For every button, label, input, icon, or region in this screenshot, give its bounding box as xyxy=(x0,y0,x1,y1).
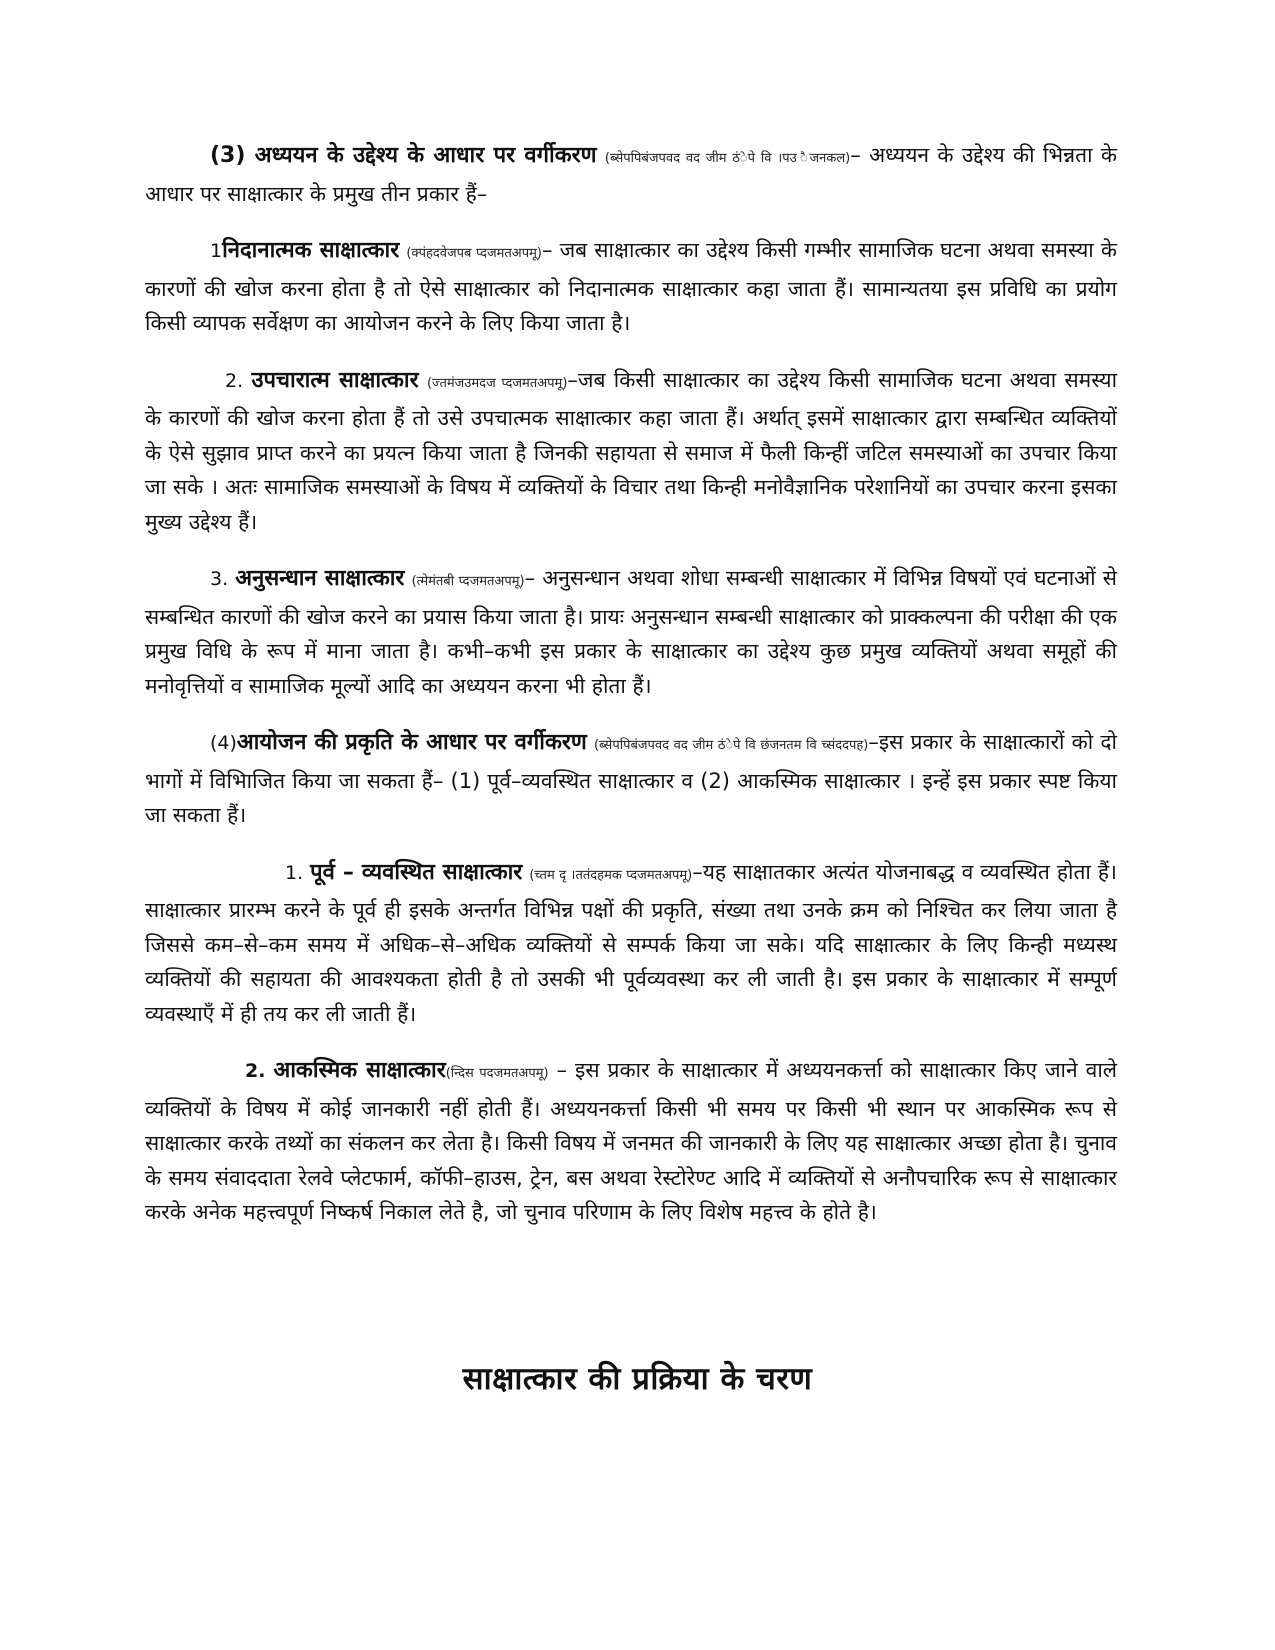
garbled-english-term: (ब्सेपपिबंजपवद वद जीम ठंेपे वि ।पउ ैजनकल) xyxy=(604,151,851,166)
paragraph-body: – अनुसन्धान अथवा शोधा सम्बन्धी साक्षात्कार में विभिन्न विषयों एवं घटनाओं से सम्बन्धित कारणों की खोज करने का प्रयास किया जाता है। प्रायः अनुसन्धान सम्बन्धी साक्षात्कार को प्राक्कल्पना की परीक्षा की एक प्रमुख विधि के रूप में माना जाता है। कभी–कभी इस प्रकार के साक्षात्कार का उद्देश्य कुछ प्रमुख व्यक्तियों अथवा समूहों की मनोवृत्तियों व सामाजिक मूल्यों आदि का अध्ययन करना भी होता हैं। xyxy=(145,566,1117,698)
heading-classification-by-purpose: (3) अध्ययन के उद्देश्य के आधार पर वर्गीकरण xyxy=(210,143,597,168)
heading-pre-arranged-interview: पूर्व – व्यवस्थित साक्षात्कार xyxy=(310,859,523,885)
paragraph-body: – इस प्रकार के साक्षात्कार में अध्ययनकर्त्ता को साक्षात्कार किए जाने वाले व्यक्तियों के विषय में कोई जानकारी नहीं होती हैं। अध्ययनकर्त्ता किसी भी समय पर किसी भी स्थान पर आकस्मिक रूप से साक्षात्कार करके तथ्यों का संकलन कर लेता है। किसी विषय में जनमत की जानकारी के लिए यह साक्षात्कार अच्छा होता है। चुनाव के समय संवाददाता रेलवे प्लेटफार्म, कॉफी–हाउस, ट्रेन, बस अथवा रेस्टोरेण्ट आदि में व्यक्तियों से अनौपचारिक रूप से साक्षात्कार करके अनेक महत्त्वपूर्ण निष्कर्ष निकाल लेते है, जो चुनाव परिणाम के लिए विशेष महत्त्व के होते है। xyxy=(145,1058,1118,1224)
heading-research-interview: अनुसन्धान साक्षात्कार xyxy=(235,566,405,591)
paragraph-body: – अध्ययन के उद्देश्य की भिन्नता के आधार पर साक्षात्कार के प्रमुख तीन प्रकार हैं– xyxy=(145,143,1117,206)
paragraph-body: –इस प्रकार के साक्षात्कारों को दो भागों में विभिाजित किया जा सकता हैं– (1) पूर्व–व्यवस्थित साक्षात्कार व (2) आकस्मिक साक्षात्कार । इन्हें इस प्रकार स्पष्ट किया जा सकता हैं। xyxy=(145,730,1117,827)
item-number: 1. xyxy=(285,861,304,884)
paragraph-research-interview xyxy=(145,561,1117,703)
paragraph-body: –जब किसी साक्षात्कार का उद्देश्य किसी सामाजिक घटना अथवा समस्या के कारणों की खोज करना होता हैं तो उसे उपचात्मक साक्षात्कार कहा जाता हैं। अर्थात् इसमें साक्षात्कार द्वारा सम्बन्धित व्यक्तियों के ऐसे सुझाव प्राप्त करने का प्रयत्न किया जाता है जिनकी सहायता से समाज में फैली किन्हीं जटिल समस्याओं का उपचार किया जा सके । अतः सामाजिक समस्याओं के विषय में व्यक्तियों के विचार तथा किन्ही मनोवैज्ञानिक परेशानियों का उपचार करना इसका मुख्य उद्देश्य हैं। xyxy=(145,367,1118,534)
item-number: 2. xyxy=(225,369,244,392)
paragraph-casual-interview xyxy=(145,1053,1117,1230)
heading-treatment-interview: उपचारात्म साक्षात्कार xyxy=(251,367,419,393)
heading-casual-interview: आकस्मिक साक्षात्कार xyxy=(273,1058,446,1083)
heading-classification-by-planning: आयोजन की प्रकृति के आधार पर वर्गीकरण xyxy=(236,730,587,755)
paragraph-body: – जब साक्षात्कार का उद्देश्य किसी गम्भीर सामाजिक घटना अथवा समस्या के कारणों की खोज करना होता है तो ऐसे साक्षात्कार को निदानात्मक साक्षात्कार कहा जाता हैं। सामान्यतया इस प्रविधि का प्रयोग किसी व्यापक सर्वेक्षण का आयोजन करने के लिए किया जाता है। xyxy=(145,238,1117,335)
paragraph-treatment-interview xyxy=(145,363,1117,540)
garbled-english-term: (ब्सेपपिबंजपवद वद जीम ठंेपे वि छंजनतम वि च्संददपह) xyxy=(593,738,869,753)
garbled-english-term: (न्दिस पदजमतअपमू) xyxy=(445,1066,549,1081)
garbled-english-term: (ज्तमंजउमदज प्दजमतअपमू) xyxy=(426,375,568,391)
garbled-english-term: (त्मेमंतबी प्दजमतअपमू) xyxy=(411,574,525,589)
item-number: 2. xyxy=(245,1060,266,1082)
item-number: 1 xyxy=(210,240,223,262)
item-number: (4) xyxy=(210,732,237,754)
paragraph-classification-by-planning xyxy=(145,725,1117,833)
paragraph-classification-by-purpose xyxy=(145,138,1117,211)
paragraph-diagnostic-interview xyxy=(145,233,1117,341)
garbled-english-term: (क्पंहदवेजपब प्दजमतअपमू) xyxy=(406,246,542,261)
garbled-english-term: (च्तम दृ ।ततंदहमक प्दजमतअपमू) xyxy=(529,867,693,883)
document-page xyxy=(145,138,1117,1230)
heading-diagnostic-interview: निदानात्मक साक्षात्कार xyxy=(222,238,400,263)
paragraph-pre-arranged-interview xyxy=(145,855,1117,1032)
paragraph-body: –यह साक्षातकार अत्यंत योजनाबद्ध व व्यवस्थित होता हैं। साक्षात्कार प्रारम्भ करने के पूर्व ही इसके अन्तर्गत विभिन्न पक्षों की प्रकृति, संख्या तथा उनके क्रम को निश्चित कर लिया जाता है जिससे कम–से–कम समय में अधिक–से–अधिक व्यक्तियों से सम्पर्क किया जा सके। यदि साक्षात्कार के लिए किन्ही मध्यस्थ व्यक्तियों की सहायता की आवश्यकता होती है तो उसकी भी पूर्वव्यवस्था कर ली जाती है। इस प्रकार के साक्षात्कार में सम्पूर्ण व्यवस्थाएँ में ही तय कर ली जाती हैं। xyxy=(145,859,1117,1026)
item-number: 3. xyxy=(210,568,229,590)
section-title-interview-process-stages: साक्षात्कार की प्रक्रिया के चरण xyxy=(462,1361,813,1397)
